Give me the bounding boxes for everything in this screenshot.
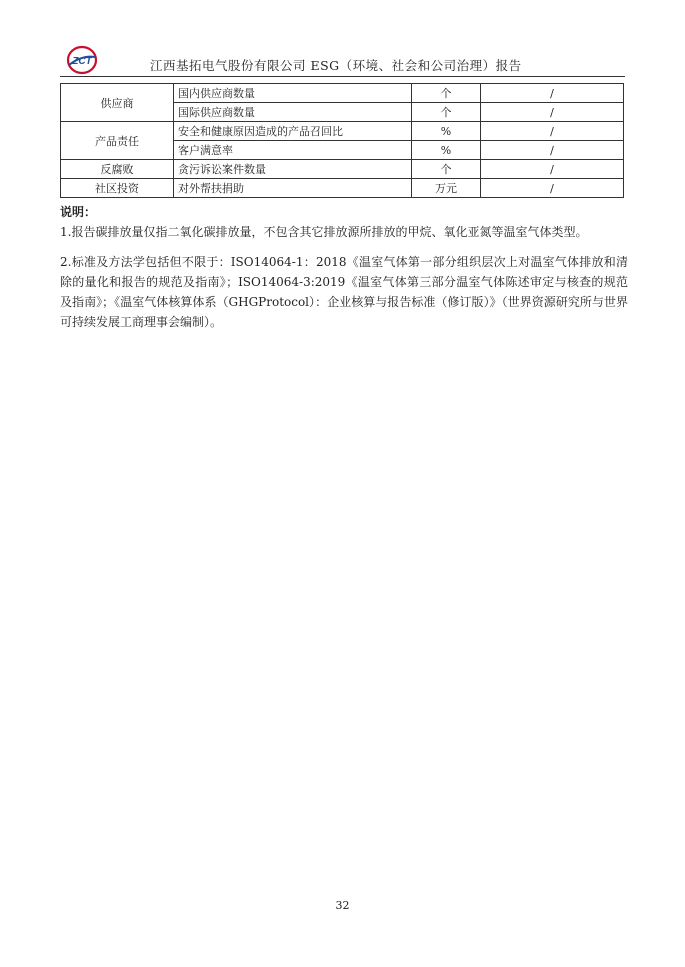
table-row [61, 179, 624, 198]
value-cell: / [481, 84, 624, 103]
category-cell: 反腐败 [61, 160, 174, 179]
unit-cell: 个 [412, 160, 481, 179]
table-row [61, 122, 624, 141]
header-divider [60, 76, 625, 77]
note-paragraph: 1.报告碳排放量仅指二氧化碳排放量，不包含其它排放源所排放的甲烷、氧化亚氮等温室气体类型。 [60, 225, 588, 239]
value-cell: / [481, 141, 624, 160]
header-title: 江西基拓电气股份有限公司 ESG（环境、社会和公司治理）报告 [150, 58, 522, 73]
table-row [61, 84, 624, 103]
unit-cell: % [412, 141, 481, 160]
category-cell: 社区投资 [61, 179, 174, 198]
value-cell: / [481, 103, 624, 122]
logo-text: ZCT [72, 56, 92, 67]
indicator-cell: 对外帮扶捐助 [174, 179, 412, 198]
page-number: 32 [335, 899, 350, 912]
unit-cell: 万元 [412, 179, 481, 198]
indicator-cell: 国际供应商数量 [174, 103, 412, 122]
value-cell: / [481, 122, 624, 141]
company-logo [66, 45, 98, 75]
indicator-cell: 客户满意率 [174, 141, 412, 160]
indicator-table [60, 83, 624, 198]
indicator-cell: 贪污诉讼案件数量 [174, 160, 412, 179]
category-cell: 供应商 [61, 84, 174, 122]
indicator-cell: 安全和健康原因造成的产品召回比 [174, 122, 412, 141]
category-cell: 产品责任 [61, 122, 174, 160]
indicator-cell: 国内供应商数量 [174, 84, 412, 103]
unit-cell: 个 [412, 103, 481, 122]
unit-cell: 个 [412, 84, 481, 103]
note-paragraph: 2.标准及方法学包括但不限于：ISO14064-1：2018《温室气体第一部分组织层次上对温室气体排放和清除的量化和报告的规范及指南》；ISO14064-3:2019《温室气体第三部分温室气体陈述审定与核查的规范及指南》；《温室气体核算体系（GHGProtocol）：企业核算与报告标准（修订版）》（世界资源研究所与世界可持续发展工商理事会编制）。 [60, 255, 628, 329]
table-row [61, 160, 624, 179]
value-cell: / [481, 160, 624, 179]
unit-cell: % [412, 122, 481, 141]
notes-title: 说明： [60, 205, 97, 219]
notes-section [60, 202, 628, 342]
page-header [60, 42, 625, 76]
value-cell: / [481, 179, 624, 198]
